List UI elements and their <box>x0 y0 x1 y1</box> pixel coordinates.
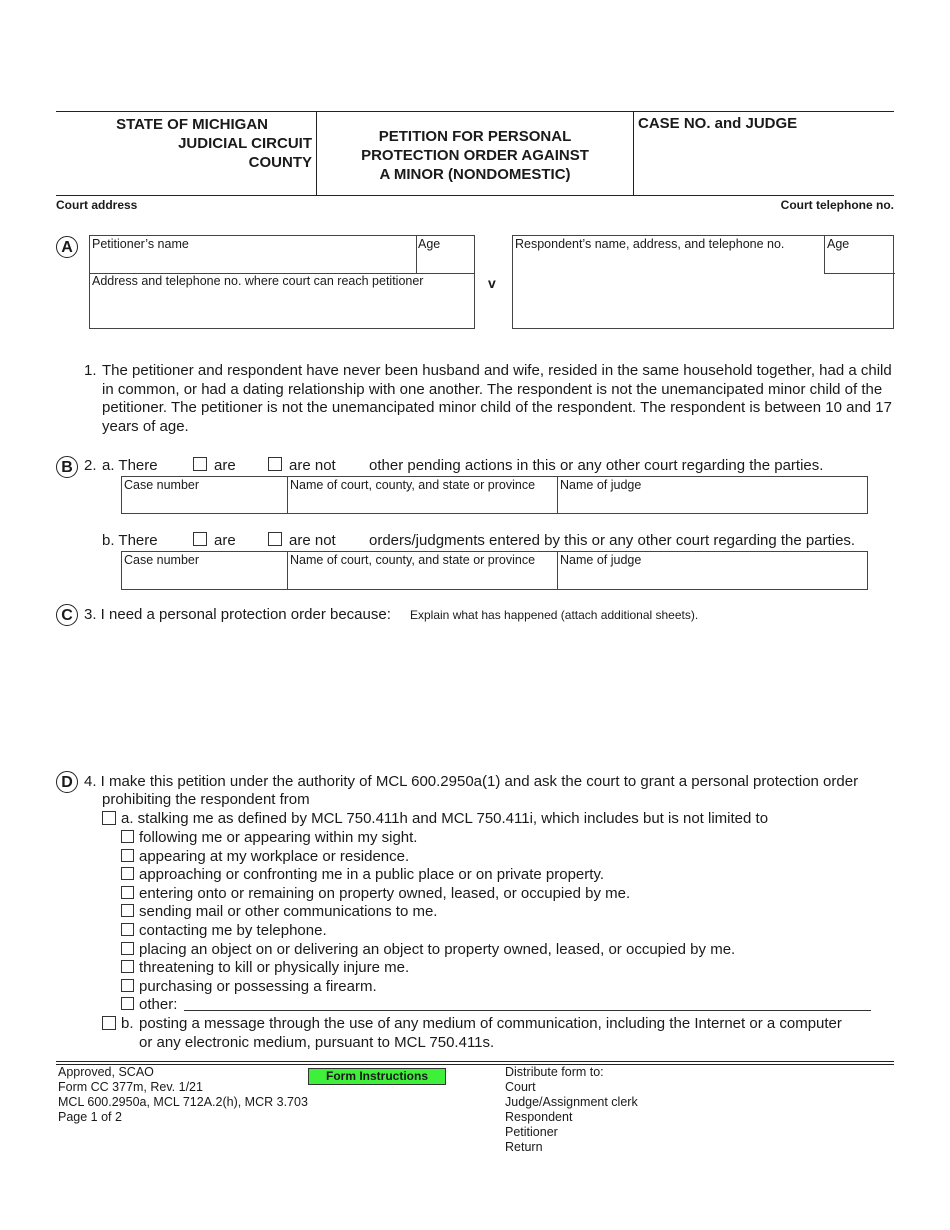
item-2a-label: a. There <box>102 457 158 474</box>
option-label: threatening to kill or physically injure me. <box>139 959 410 977</box>
header-bottom-rule <box>56 195 894 196</box>
distribute-item: Judge/Assignment clerk <box>505 1095 638 1109</box>
item-2b-col-divider-2 <box>557 552 558 589</box>
item-2a-text: other pending actions in this or any other court regarding the parties. <box>369 457 824 474</box>
stalking-options-list <box>121 829 881 1015</box>
petitioner-name-field[interactable]: Petitioner’s name <box>92 237 189 251</box>
page-number: Page 1 of 2 <box>58 1110 122 1124</box>
item-4b-text <box>139 1015 879 1052</box>
option-checkbox[interactable] <box>121 849 134 862</box>
item-3-text: 3. I need a personal protection order because: <box>84 606 391 623</box>
option-checkbox[interactable] <box>121 904 134 917</box>
form-title <box>318 127 632 184</box>
item-4a-checkbox[interactable] <box>102 811 116 825</box>
option-label: following me or appearing within my sight. <box>139 829 418 846</box>
item-2a-are-not-label: are not <box>289 457 336 474</box>
other-input-line[interactable] <box>184 1010 871 1011</box>
header-divider-right <box>633 111 634 196</box>
item-2b-table <box>121 551 868 590</box>
section-d-marker: D <box>56 771 78 793</box>
other-label: other: <box>139 996 178 1014</box>
judicial-circuit-label: JUDICIAL CIRCUIT <box>178 135 312 152</box>
list-item <box>121 885 881 904</box>
item-1-number: 1. <box>84 362 97 379</box>
option-checkbox[interactable] <box>121 923 134 936</box>
list-item <box>121 959 881 978</box>
option-checkbox[interactable] <box>121 886 134 899</box>
header-top-rule <box>56 111 894 112</box>
court-telephone-label: Court telephone no. <box>780 198 894 212</box>
list-item <box>121 978 881 997</box>
item-2a-judge-field[interactable]: Name of judge <box>560 478 642 492</box>
option-checkbox[interactable] <box>121 960 134 973</box>
distribute-item: Court <box>505 1080 536 1094</box>
header-divider-left <box>316 111 317 196</box>
item-2b-are-checkbox[interactable] <box>193 532 207 546</box>
option-checkbox[interactable] <box>121 830 134 843</box>
distribution-list <box>505 1065 638 1155</box>
title-line-3: A MINOR (NONDOMESTIC) <box>379 166 571 183</box>
option-checkbox[interactable] <box>121 979 134 992</box>
item-2b-court-field[interactable]: Name of court, county, and state or province <box>290 553 536 567</box>
option-checkbox[interactable] <box>121 942 134 955</box>
section-b-marker: B <box>56 456 78 478</box>
item-2b-are-not-checkbox[interactable] <box>268 532 282 546</box>
item-2b-judge-field[interactable]: Name of judge <box>560 553 642 567</box>
item-2b-case-number-field[interactable]: Case number <box>124 553 200 567</box>
list-item <box>121 866 881 885</box>
list-item <box>121 829 881 848</box>
option-label: entering onto or remaining on property owned, leased, or occupied by me. <box>139 884 631 902</box>
footer-rule-1 <box>56 1061 894 1062</box>
form-number: Form CC 377m, Rev. 1/21 <box>58 1080 203 1094</box>
option-label: appearing at my workplace or residence. <box>139 847 410 865</box>
versus-label: v <box>488 275 496 291</box>
title-line-1: PETITION FOR PERSONAL <box>378 128 572 145</box>
item-4b-checkbox[interactable] <box>102 1016 116 1030</box>
list-item <box>121 941 881 960</box>
respondent-age-field[interactable]: Age <box>827 237 850 251</box>
explanation-area[interactable] <box>84 628 894 768</box>
item-2a-table <box>121 476 868 514</box>
county-label: COUNTY <box>248 154 312 171</box>
state-label: STATE OF MICHIGAN <box>116 116 268 133</box>
case-no-judge-label: CASE NO. and JUDGE <box>638 115 798 132</box>
list-item <box>121 903 881 922</box>
item-2-number: 2. <box>84 457 97 474</box>
item-4b-label: b. <box>121 1015 134 1032</box>
other-checkbox[interactable] <box>121 997 134 1010</box>
item-4b-line-2: or any electronic medium, pursuant to MCL 750.411s. <box>139 1033 495 1051</box>
section-a-marker: A <box>56 236 78 258</box>
respondent-info-field[interactable]: Respondent’s name, address, and telephone no. <box>515 237 785 251</box>
item-2a-are-checkbox[interactable] <box>193 457 207 471</box>
item-4-line-2: prohibiting the respondent from <box>102 791 310 808</box>
item-2b-text: orders/judgments entered by this or any other court regarding the parties. <box>369 532 856 549</box>
item-2a-case-number-field[interactable]: Case number <box>124 478 200 492</box>
item-2b-label: b. There <box>102 532 158 549</box>
item-4b-line-1: posting a message through the use of any medium of communication, including the Internet or a computer <box>139 1015 842 1032</box>
list-item <box>121 848 881 867</box>
option-label: purchasing or possessing a firearm. <box>139 977 377 995</box>
section-c-marker: C <box>56 604 78 626</box>
form-instructions-button[interactable]: Form Instructions <box>308 1068 446 1085</box>
court-address-label: Court address <box>56 198 138 212</box>
option-checkbox[interactable] <box>121 867 134 880</box>
petitioner-address-field[interactable]: Address and telephone no. where court can reach petitioner <box>92 274 424 288</box>
footer-form-info <box>58 1065 308 1125</box>
item-2a-court-field[interactable]: Name of court, county, and state or province <box>290 478 536 492</box>
list-item <box>121 922 881 941</box>
distribute-item: Return <box>505 1140 543 1154</box>
distribute-title: Distribute form to: <box>505 1065 604 1079</box>
option-label: contacting me by telephone. <box>139 921 327 939</box>
approved-label: Approved, SCAO <box>58 1065 154 1079</box>
option-label: approaching or confronting me in a public place or on private property. <box>139 866 604 884</box>
petitioner-box <box>89 235 475 329</box>
petitioner-age-field[interactable]: Age <box>418 237 441 251</box>
item-1-text: The petitioner and respondent have never been husband and wife, resided in the same household together, had a child in common, or had a dating relationship with one another. The respondent is not the unemancipated minor child of the petitioner. The petitioner is not the unemancipated minor child of the respondent. The respondent is between 10 and 17 years of age. <box>102 362 892 435</box>
item-2a-col-divider-1 <box>287 477 288 513</box>
court-heading <box>60 115 312 172</box>
item-4-line-1: 4. I make this petition under the authority of MCL 600.2950a(1) and ask the court to grant a personal protection order <box>84 773 859 790</box>
distribute-item: Respondent <box>505 1110 573 1124</box>
distribute-item: Petitioner <box>505 1125 558 1139</box>
item-2a-are-not-checkbox[interactable] <box>268 457 282 471</box>
mcl-reference: MCL 600.2950a, MCL 712A.2(h), MCR 3.703 <box>58 1095 308 1109</box>
item-2a-are-label: are <box>214 457 236 474</box>
list-item-other <box>121 996 881 1015</box>
item-2b-are-not-label: are not <box>289 532 336 549</box>
item-2a-col-divider-2 <box>557 477 558 513</box>
petitioner-age-divider <box>416 236 417 273</box>
respondent-box <box>512 235 894 329</box>
item-3-hint: Explain what has happened (attach additional sheets). <box>410 608 699 622</box>
item-2b-col-divider-1 <box>287 552 288 589</box>
item-2b-are-label: are <box>214 532 236 549</box>
option-label: placing an object on or delivering an object to property owned, leased, or occupied by me. <box>139 940 736 958</box>
option-label: sending mail or other communications to me. <box>139 903 438 921</box>
item-4a-text: a. stalking me as defined by MCL 750.411h and MCL 750.411i, which includes but is not limited to <box>121 810 769 827</box>
title-line-2: PROTECTION ORDER AGAINST <box>361 147 589 164</box>
